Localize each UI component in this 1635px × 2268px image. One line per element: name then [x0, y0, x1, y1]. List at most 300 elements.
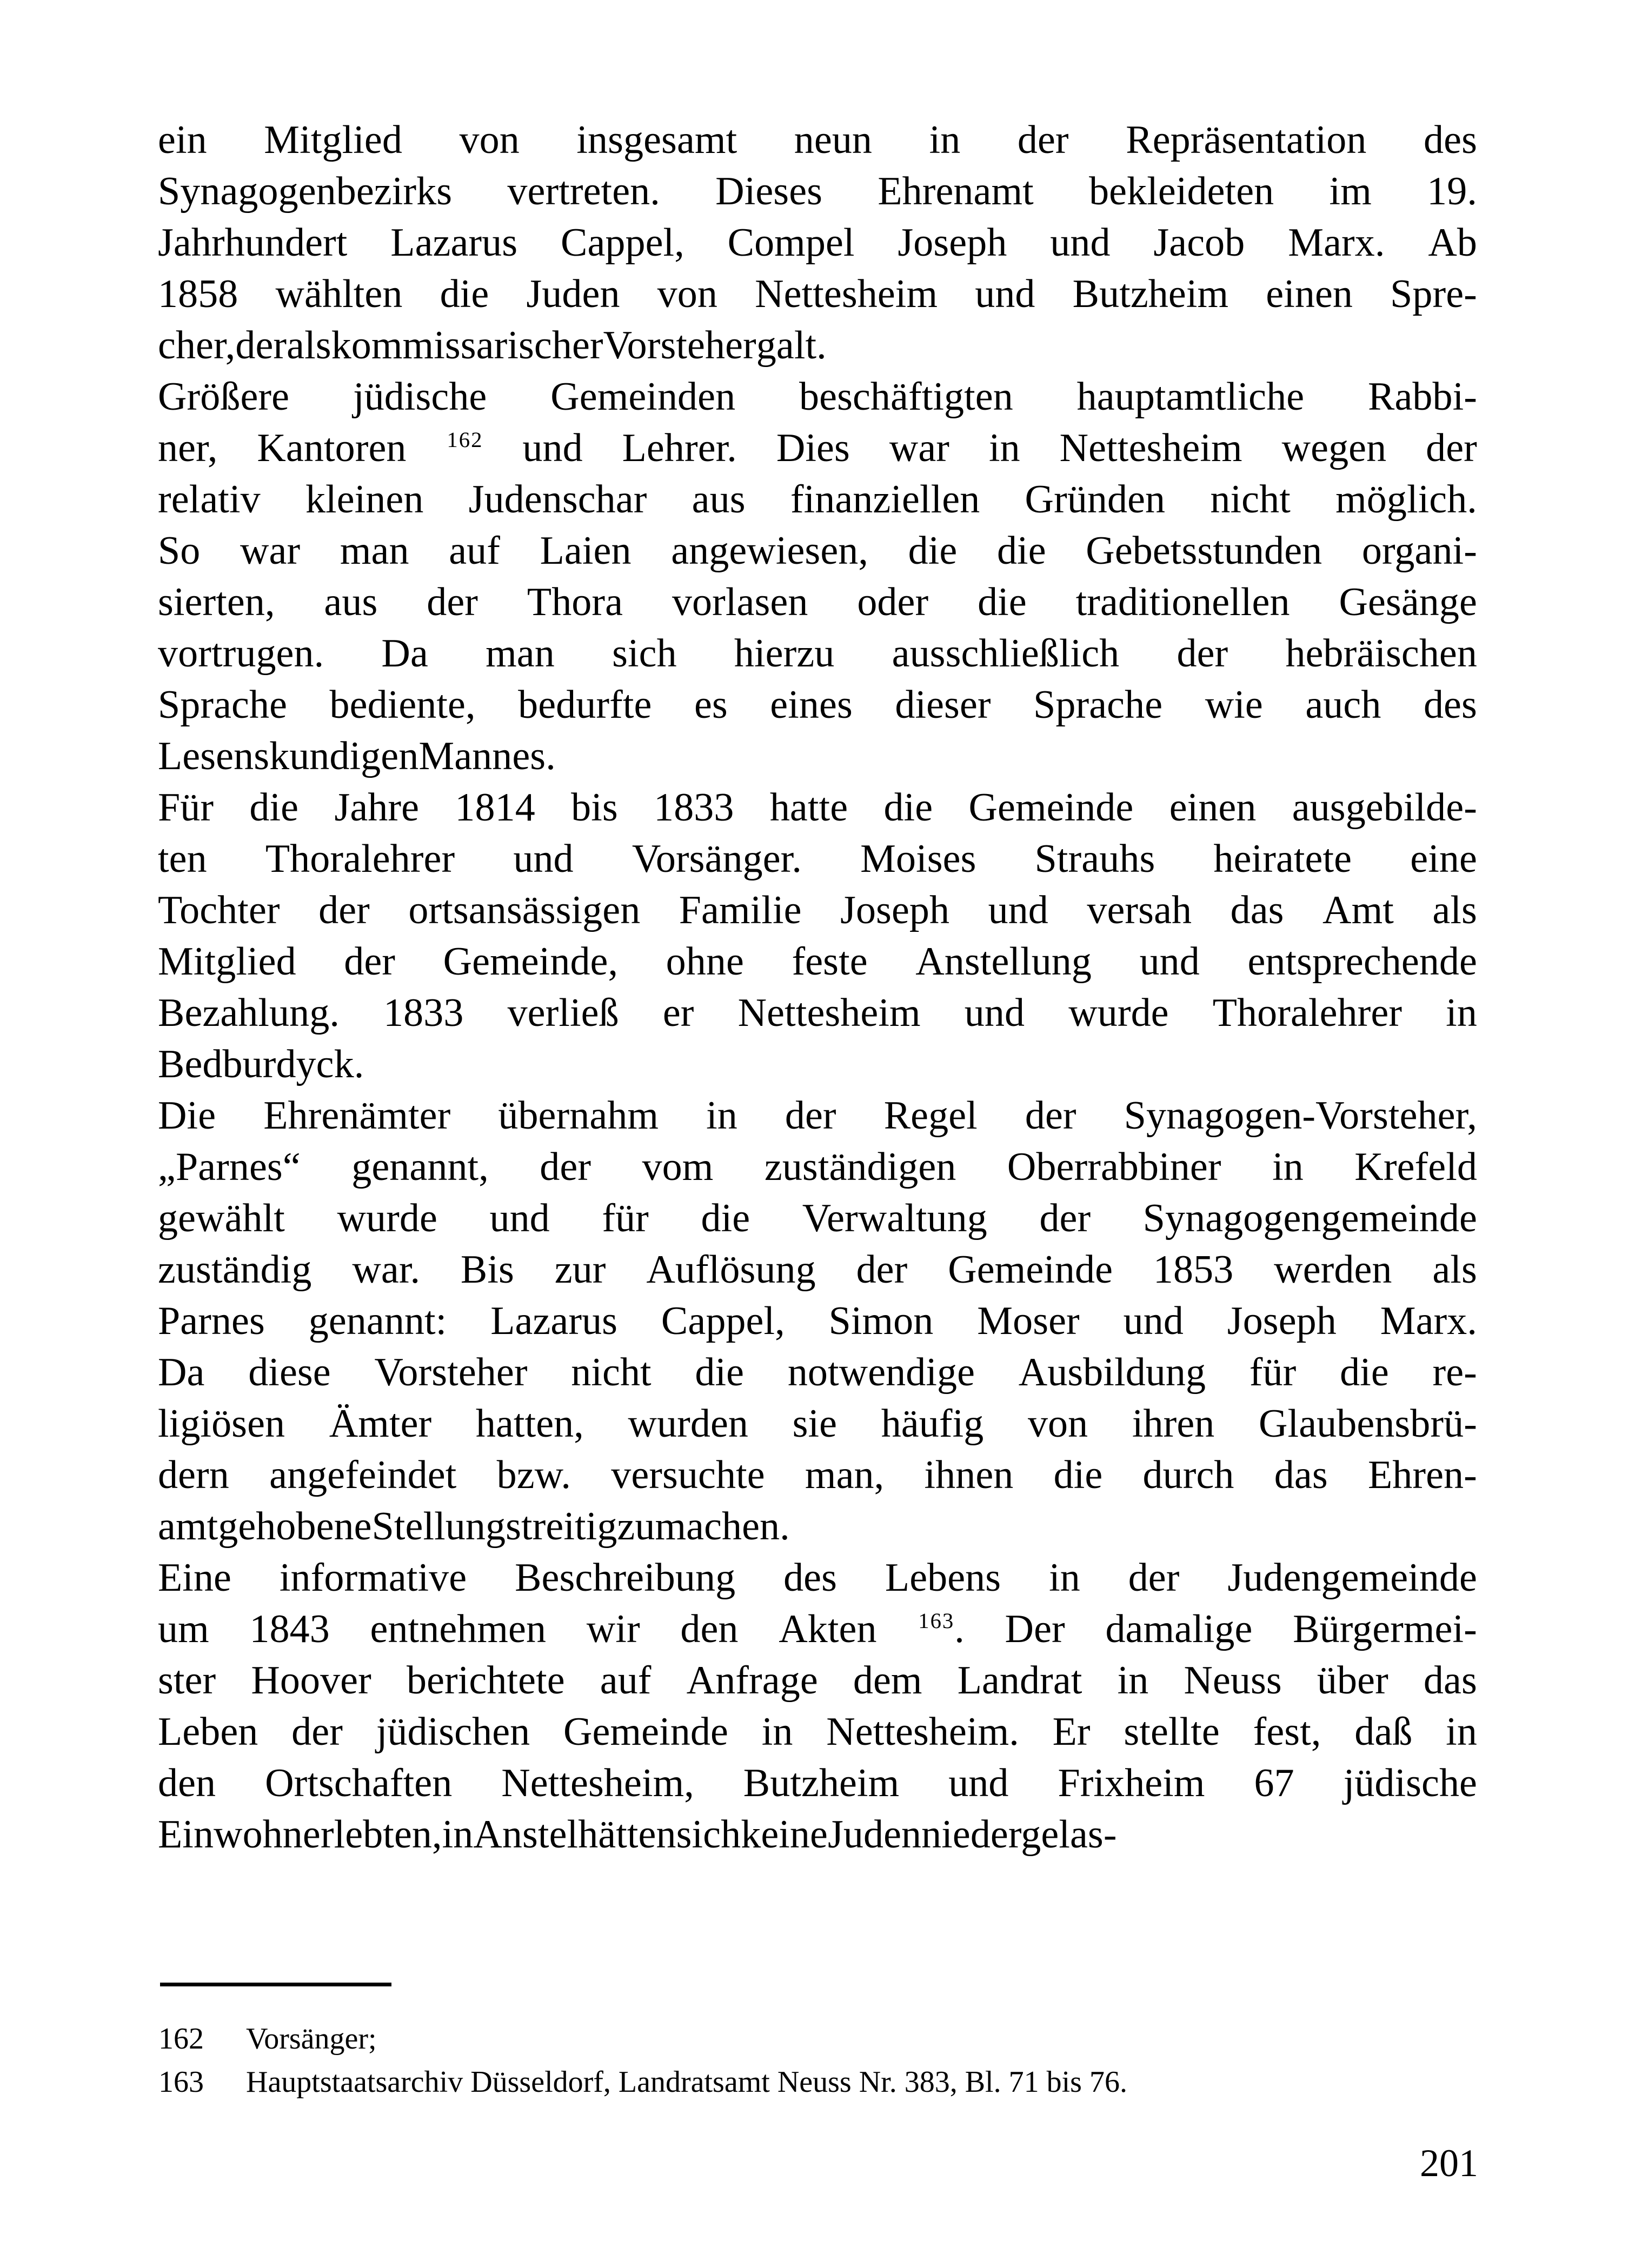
text-word: wählten	[275, 272, 403, 316]
text-word: informative	[279, 1556, 467, 1600]
text-word: Anstel	[473, 1812, 579, 1857]
text-word: der	[1039, 1196, 1091, 1240]
text-line	[158, 371, 1477, 423]
text-word: für	[602, 1196, 649, 1240]
text-word: amt	[158, 1504, 218, 1549]
text-word: Nettesheim	[755, 272, 938, 316]
text-word: die	[978, 580, 1027, 624]
text-word: Synagogen-Vorsteher,	[1124, 1093, 1477, 1138]
text-line	[158, 1552, 1477, 1604]
text-word: feste	[792, 939, 868, 984]
text-word: Auflösung	[646, 1248, 816, 1292]
text-word: Frixheim	[1058, 1761, 1205, 1805]
text-word: machen.	[655, 1504, 790, 1549]
text-word: in	[1272, 1145, 1304, 1189]
text-word: verließ	[507, 991, 619, 1035]
text-line	[158, 1142, 1477, 1193]
text-word: kleinen	[305, 477, 424, 522]
text-word: Gemeinden	[550, 375, 736, 419]
text-word: es	[694, 683, 728, 727]
text-word: dern	[158, 1453, 229, 1497]
text-word: den	[680, 1607, 739, 1651]
text-word: bediente,	[329, 683, 476, 727]
text-word: Eine	[158, 1556, 232, 1600]
text-word: eines	[770, 683, 853, 727]
text-word: Simon	[828, 1299, 934, 1343]
body-paragraph	[158, 1090, 1477, 1552]
text-word: ein	[158, 118, 207, 162]
text-word: in	[706, 1093, 737, 1138]
footnote-text: Vorsänger;	[246, 2022, 377, 2056]
text-word: der	[1128, 1556, 1180, 1600]
text-word: auch	[1305, 683, 1381, 727]
text-word: 1814	[455, 785, 535, 830]
text-word: ner,	[158, 426, 218, 470]
text-word: aus	[324, 580, 378, 624]
text-word: entsprechende	[1247, 939, 1477, 984]
text-word: Jacob	[1153, 221, 1245, 265]
text-word: Spre-	[1390, 272, 1477, 316]
text-word: hebräischen	[1285, 631, 1477, 676]
text-word: die	[249, 785, 299, 830]
text-word: war	[889, 426, 950, 470]
text-line	[158, 936, 1477, 988]
footnote-item	[158, 2019, 1478, 2059]
text-word: Jahre	[334, 785, 420, 830]
text-word: genannt:	[308, 1299, 447, 1343]
text-word: von	[459, 118, 520, 162]
text-word: in	[442, 1812, 474, 1857]
text-word: in	[761, 1710, 793, 1754]
text-word: Thora	[527, 580, 623, 624]
text-word: zu	[617, 1504, 655, 1549]
text-word: und	[975, 272, 1035, 316]
text-word: aus	[692, 477, 746, 522]
text-word: hauptamtliche	[1076, 375, 1305, 419]
text-word: Der	[1005, 1607, 1065, 1651]
text-word: bekleideten	[1089, 169, 1274, 214]
text-word: Marx.	[1288, 221, 1385, 265]
text-word: und	[988, 888, 1048, 932]
text-line	[158, 782, 1477, 833]
body-paragraph	[158, 371, 1477, 782]
text-word: in	[1446, 991, 1477, 1035]
text-word: Dieses	[715, 169, 823, 214]
text-word: Judenschar	[468, 477, 647, 522]
text-word: notwendige	[787, 1350, 975, 1395]
text-word: Für	[158, 785, 214, 830]
text-word: die	[1053, 1453, 1103, 1497]
text-word: Nettesheim.	[826, 1710, 1019, 1754]
footnote-list	[158, 2019, 1478, 2105]
footnote-separator-rule	[160, 1983, 391, 1986]
text-word: Strauhs	[1034, 837, 1155, 881]
text-word: keine	[741, 1812, 828, 1857]
footnote-number: 162	[158, 2022, 204, 2056]
text-word: „Parnes“	[158, 1145, 301, 1189]
text-word: wurde	[337, 1196, 437, 1240]
text-word: vortrugen.	[158, 631, 324, 676]
text-word: Anfrage	[686, 1658, 818, 1703]
text-word: der	[1426, 426, 1477, 470]
text-word: man	[340, 529, 409, 573]
text-word: zuständigen	[764, 1145, 956, 1189]
text-word: Parnes	[158, 1299, 265, 1343]
text-word: dieser	[895, 683, 991, 727]
text-word: sie	[792, 1402, 838, 1446]
text-word: das	[1230, 888, 1284, 932]
text-word: Hoover	[251, 1658, 371, 1703]
text-word: als	[1432, 888, 1477, 932]
text-word: ihnen	[924, 1453, 1014, 1497]
text-word: ausschließlich	[892, 631, 1120, 676]
text-word: einen	[1266, 272, 1353, 316]
text-word: Ehrenämter	[263, 1093, 451, 1138]
text-line	[158, 1809, 1477, 1860]
text-word: ster	[158, 1658, 216, 1703]
text-word: einen	[1169, 785, 1257, 830]
text-word: wir	[586, 1607, 640, 1651]
text-word: ten	[158, 837, 207, 881]
text-word: Juden	[526, 272, 620, 316]
text-word: Bürgermei-	[1293, 1607, 1477, 1651]
text-word: über	[1317, 1658, 1388, 1703]
text-word: vertreten.	[507, 169, 660, 214]
text-word: den	[158, 1761, 216, 1805]
text-line	[158, 269, 1477, 320]
text-word: möglich.	[1335, 477, 1477, 522]
text-word	[446, 423, 483, 474]
text-word: von	[657, 272, 717, 316]
text-word: hierzu	[734, 631, 835, 676]
text-word: ortsansässigen	[408, 888, 641, 932]
text-word: Akten	[779, 1607, 877, 1651]
text-word: wurden	[628, 1402, 748, 1446]
text-word: Stellung	[371, 1504, 506, 1549]
text-word: Kantoren	[257, 426, 407, 470]
text-word: zur	[554, 1248, 606, 1292]
text-word: Mitglied	[158, 939, 296, 984]
text-word: 1833	[654, 785, 734, 830]
text-line	[158, 1758, 1477, 1809]
text-line	[158, 1398, 1477, 1450]
text-word: als	[287, 323, 331, 368]
text-word: vom	[642, 1145, 714, 1189]
body-paragraph	[158, 1552, 1477, 1860]
text-word: genannt,	[351, 1145, 489, 1189]
text-word: Lazarus	[490, 1299, 618, 1343]
text-word: niedergelas-	[921, 1812, 1117, 1857]
text-word: Gemeinde	[968, 785, 1134, 830]
page-number: 201	[1420, 2142, 1478, 2185]
text-line	[158, 885, 1477, 936]
text-word: sich	[612, 631, 677, 676]
text-word: Gründen	[1025, 477, 1166, 522]
text-word: der	[427, 580, 478, 624]
footnote-number: 163	[158, 2065, 204, 2099]
text-word: für	[1249, 1350, 1297, 1395]
text-word: Gebetsstunden	[1086, 529, 1322, 573]
text-word: um	[158, 1607, 209, 1651]
text-word: ihren	[1132, 1402, 1215, 1446]
text-word: relativ	[158, 477, 261, 522]
text-word: in	[929, 118, 961, 162]
text-line	[158, 166, 1477, 217]
text-word: Repräsentation	[1126, 118, 1367, 162]
text-word: Gesänge	[1339, 580, 1477, 624]
text-word: berichtete	[406, 1658, 565, 1703]
text-word: der	[540, 1145, 591, 1189]
text-word: ausgebilde-	[1292, 785, 1477, 830]
text-word: ohne	[666, 939, 744, 984]
text-word: Da	[158, 1350, 205, 1395]
text-line	[158, 1296, 1477, 1347]
text-word: organi-	[1361, 529, 1477, 573]
text-word: in	[1049, 1556, 1080, 1600]
text-word: und	[1050, 221, 1111, 265]
text-word: heiratete	[1213, 837, 1352, 881]
text-word: damalige	[1105, 1607, 1253, 1651]
text-word: Ortschaften	[265, 1761, 453, 1805]
text-line	[158, 1347, 1477, 1398]
text-line	[158, 115, 1477, 166]
text-word: und	[1139, 939, 1200, 984]
text-word: Dies	[776, 426, 850, 470]
text-line	[158, 577, 1477, 628]
text-word: Cappel,	[661, 1299, 785, 1343]
text-word: ligiösen	[158, 1402, 285, 1446]
text-word: von	[1027, 1402, 1088, 1446]
text-word: bzw.	[496, 1453, 571, 1497]
text-word: 1858	[158, 272, 238, 316]
text-word: fest,	[1253, 1710, 1321, 1754]
text-word: Neuss	[1184, 1658, 1282, 1703]
text-word: Oberrabbiner	[1007, 1145, 1221, 1189]
text-word: Cappel,	[560, 221, 684, 265]
text-word: diese	[248, 1350, 331, 1395]
text-word: der	[291, 1710, 343, 1754]
text-line	[158, 679, 1477, 731]
text-word: werden	[1274, 1248, 1392, 1292]
text-line	[158, 1244, 1477, 1296]
text-word: Tochter	[158, 888, 280, 932]
text-word: und	[948, 1761, 1009, 1805]
text-word: Gemeinde	[563, 1710, 728, 1754]
text-line	[158, 320, 1477, 371]
text-word: lebten,	[334, 1812, 442, 1857]
body-paragraph	[158, 115, 1477, 371]
text-word: Thoralehrer	[265, 837, 455, 881]
text-line	[158, 1450, 1477, 1501]
text-word: bedurfte	[518, 683, 652, 727]
text-word: Regel	[883, 1093, 978, 1138]
text-word: Moises	[860, 837, 976, 881]
text-word: wie	[1205, 683, 1263, 727]
text-line	[158, 1501, 1477, 1552]
text-word: auf	[449, 529, 500, 573]
text-word: in	[988, 426, 1020, 470]
text-word: kommissarischer	[331, 323, 603, 368]
text-line	[158, 833, 1477, 885]
text-word: cher,	[158, 323, 236, 368]
text-word: kundigen	[269, 734, 419, 778]
text-word: war	[240, 529, 301, 573]
text-word: der	[856, 1248, 908, 1292]
text-word: Butzheim	[743, 1761, 900, 1805]
text-word: Sprache	[1033, 683, 1163, 727]
text-word: Marx.	[1380, 1299, 1477, 1343]
text-word: versuchte	[611, 1453, 765, 1497]
text-word: Gemeinde	[948, 1248, 1113, 1292]
text-word: So	[158, 529, 201, 573]
text-word: Vorsteher	[603, 323, 756, 368]
text-word: im	[1329, 169, 1372, 214]
text-word: Bezahlung.	[158, 991, 340, 1035]
text-line	[158, 1655, 1477, 1706]
text-word: 67	[1254, 1761, 1294, 1805]
text-line	[158, 988, 1477, 1039]
text-word: in	[1446, 1710, 1477, 1754]
text-word: gewählt	[158, 1196, 285, 1240]
text-word: die	[701, 1196, 750, 1240]
text-word: nicht	[571, 1350, 652, 1395]
text-word: Butzheim	[1072, 272, 1229, 316]
text-word: entnehmen	[370, 1607, 547, 1651]
text-word: die	[996, 529, 1046, 573]
text-word: Bis	[460, 1248, 514, 1292]
text-word: Ausbildung	[1018, 1350, 1206, 1395]
text-word: Krefeld	[1354, 1145, 1477, 1189]
text-word: oder	[857, 580, 929, 624]
text-word: neun	[794, 118, 873, 162]
text-word: streitig	[506, 1504, 617, 1549]
text-word: sich	[676, 1812, 741, 1857]
text-word: beschäftigten	[799, 375, 1013, 419]
footnote-item	[158, 2062, 1478, 2102]
text-word: Joseph	[840, 888, 950, 932]
text-line	[158, 217, 1477, 269]
text-word: vorlasen	[672, 580, 808, 624]
text-word: als	[1432, 1248, 1477, 1292]
text-word: Ämter	[329, 1402, 432, 1446]
text-word: wurde	[1068, 991, 1169, 1035]
text-word: Joseph	[1227, 1299, 1337, 1343]
text-word: der	[1025, 1093, 1076, 1138]
text-line	[158, 731, 1477, 782]
text-word: stellte	[1124, 1710, 1220, 1754]
text-word: Ab	[1428, 221, 1477, 265]
text-word: Gemeinde,	[443, 939, 619, 984]
text-word: der	[344, 939, 396, 984]
footnote-text: Hauptstaatsarchiv Düsseldorf, Landratsamt Neuss Nr. 383, Bl. 71 bis 76.	[246, 2065, 1127, 2099]
text-word: die	[695, 1350, 745, 1395]
text-line	[158, 1193, 1477, 1244]
text-word: re-	[1432, 1350, 1477, 1395]
text-word: Ehren-	[1367, 1453, 1477, 1497]
text-word: 1853	[1153, 1248, 1234, 1292]
text-word: Compel	[727, 221, 855, 265]
text-word: die	[440, 272, 489, 316]
text-word: des	[783, 1556, 838, 1600]
text-word: angefeindet	[269, 1453, 457, 1497]
text-word: des	[1423, 683, 1477, 727]
text-word: Bedburdyck.	[158, 1042, 364, 1086]
text-word: Er	[1052, 1710, 1091, 1754]
text-word: wegen	[1281, 426, 1387, 470]
text-word: Vorsteher	[374, 1350, 528, 1395]
text-word: Mannes.	[418, 734, 556, 778]
text-word: Leben	[158, 1710, 258, 1754]
text-word: 19.	[1427, 169, 1477, 214]
text-word: das	[1423, 1658, 1477, 1703]
text-word: man,	[805, 1453, 885, 1497]
text-word: in	[1117, 1658, 1149, 1703]
text-word: Mitglied	[264, 118, 402, 162]
text-word: 1843	[249, 1607, 330, 1651]
text-word: Nettesheim,	[501, 1761, 694, 1805]
text-word: Joseph	[898, 221, 1007, 265]
text-word: der	[1177, 631, 1228, 676]
text-word: Anstellung	[915, 939, 1092, 984]
text-word: Beschreibung	[515, 1556, 736, 1600]
text-word: sierten,	[158, 580, 275, 624]
footnote-reference[interactable]: 163	[918, 1609, 955, 1633]
text-word: der	[235, 323, 287, 368]
text-word: durch	[1142, 1453, 1234, 1497]
text-word: galt.	[756, 323, 827, 368]
text-word: der	[318, 888, 370, 932]
text-word: jüdische	[353, 375, 487, 419]
text-line	[158, 423, 1477, 474]
text-word: Juden	[827, 1812, 922, 1857]
text-line	[158, 525, 1477, 577]
text-word: und	[489, 1196, 550, 1240]
text-word: insgesamt	[576, 118, 737, 162]
text-word: Vorsänger.	[632, 837, 802, 881]
text-word: Jahrhundert	[158, 221, 348, 265]
footnote-reference[interactable]: 162	[447, 428, 483, 452]
text-word: gehobene	[218, 1504, 372, 1549]
text-word: Laien	[540, 529, 632, 573]
text-word: Lesens	[158, 734, 270, 778]
text-word: Lebens	[885, 1556, 1001, 1600]
text-word: und	[1123, 1299, 1184, 1343]
text-word: die	[908, 529, 958, 573]
body-paragraph	[158, 782, 1477, 1090]
text-word: Nettesheim	[1059, 426, 1242, 470]
text-word: hatten,	[475, 1402, 584, 1446]
text-line	[158, 1706, 1477, 1758]
text-word: Größere	[158, 375, 290, 419]
text-word: des	[1424, 118, 1477, 162]
text-word: hatte	[769, 785, 848, 830]
text-word: $^{163}$.	[918, 1607, 965, 1651]
text-line	[158, 474, 1477, 525]
text-word: 1833	[383, 991, 464, 1035]
text-word: angewiesen,	[671, 529, 868, 573]
text-word: die	[883, 785, 933, 830]
text-word: dem	[853, 1658, 922, 1703]
text-line	[158, 1039, 1477, 1090]
text-word: jüdischen	[376, 1710, 530, 1754]
text-word: versah	[1087, 888, 1192, 932]
text-word: der	[1017, 118, 1069, 162]
text-word: jüdische	[1343, 1761, 1477, 1805]
text-word: hätten	[578, 1812, 676, 1857]
text-word: Amt	[1322, 888, 1394, 932]
text-word: Rabbi-	[1367, 375, 1477, 419]
text-word: eine	[1410, 837, 1477, 881]
